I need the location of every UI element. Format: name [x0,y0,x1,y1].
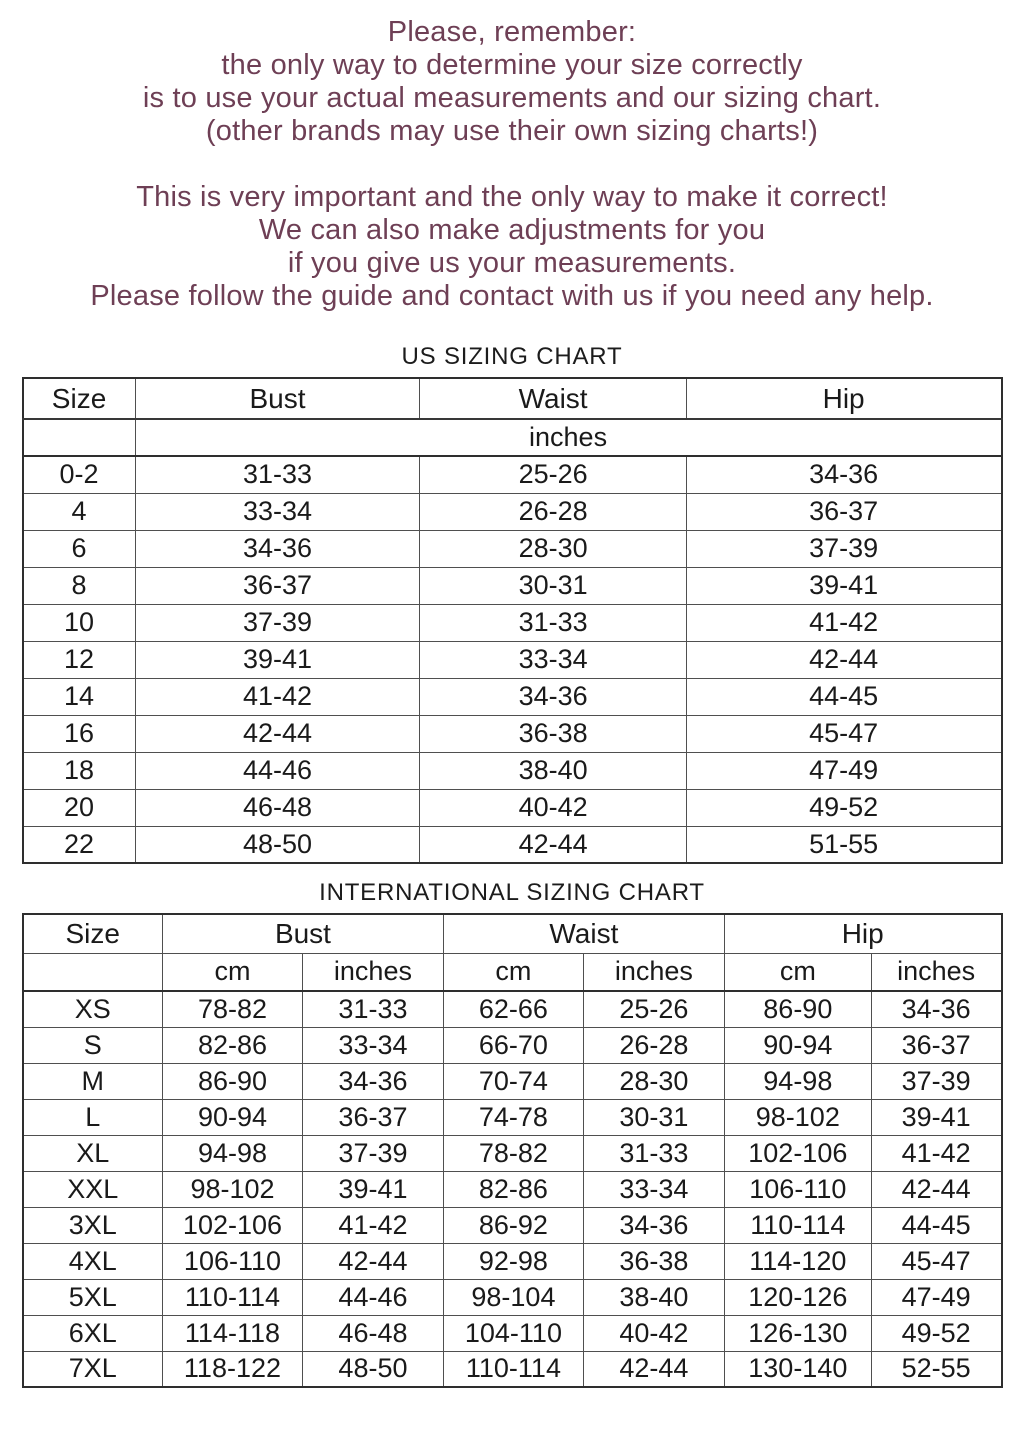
us-cell-size: 14 [23,678,136,715]
intro-line: This is very important and the only way to make it correct! [136,181,888,213]
us-cell-waist: 34-36 [420,678,686,715]
intl-cell-waist-inches: 28-30 [583,1063,724,1099]
intl-cell-waist-inches: 25-26 [583,991,724,1027]
us-cell-bust: 31-33 [135,456,420,493]
us-cell-bust: 42-44 [135,715,420,752]
us-cell-hip: 51-55 [686,826,1001,863]
intl-cell-hip-inches: 36-37 [871,1027,1001,1063]
intl-cell-waist-cm: 82-86 [443,1171,583,1207]
intl-sizing-table [22,913,1003,1388]
intro-line: Please follow the guide and contact with us if you need any help. [90,280,934,312]
us-cell-waist: 26-28 [420,493,686,530]
intl-table-row [23,1243,1002,1279]
intl-cell-bust-inches: 36-37 [302,1099,443,1135]
us-table-row [23,604,1002,641]
us-cell-waist: 40-42 [420,789,686,826]
intl-cell-size: XS [23,991,163,1027]
intl-cell-hip-cm: 94-98 [724,1063,871,1099]
intl-cell-waist-cm: 78-82 [443,1135,583,1171]
intl-cell-waist-cm: 70-74 [443,1063,583,1099]
intro-line: is to use your actual measurements and our sizing chart. [142,82,882,114]
us-cell-size: 0-2 [23,456,136,493]
us-table-row [23,530,1002,567]
us-cell-hip: 41-42 [686,604,1001,641]
intl-cell-bust-inches: 41-42 [302,1207,443,1243]
intl-cell-bust-inches: 39-41 [302,1171,443,1207]
intro-line: We can also make adjustments for you [258,214,766,246]
intl-table-row [23,1351,1002,1387]
intl-table-header-row [23,914,1002,953]
intl-cell-hip-inches: 39-41 [871,1099,1001,1135]
intl-cell-hip-cm: 110-114 [724,1207,871,1243]
intl-table-row [23,1063,1002,1099]
intl-cell-size: L [23,1099,163,1135]
us-table-row [23,826,1002,863]
us-cell-hip: 34-36 [686,456,1001,493]
intl-chart-title: INTERNATIONAL SIZING CHART [319,879,705,906]
us-cell-bust: 41-42 [135,678,420,715]
intl-cell-size: M [23,1063,163,1099]
intl-cell-bust-cm: 114-118 [162,1315,302,1351]
intl-cell-hip-cm: 86-90 [724,991,871,1027]
intl-cell-hip-inches: 47-49 [871,1279,1001,1315]
intl-cell-bust-cm: 82-86 [162,1027,302,1063]
us-cell-waist: 30-31 [420,567,686,604]
intl-cell-bust-inches: 44-46 [302,1279,443,1315]
intl-col-hip: Hip [724,914,1001,953]
us-cell-bust: 44-46 [135,752,420,789]
intl-cell-hip-cm: 102-106 [724,1135,871,1171]
us-cell-waist: 31-33 [420,604,686,641]
intl-cell-hip-inches: 41-42 [871,1135,1001,1171]
intl-cell-hip-cm: 130-140 [724,1351,871,1387]
intl-cell-waist-cm: 62-66 [443,991,583,1027]
us-cell-hip: 47-49 [686,752,1001,789]
us-cell-bust: 39-41 [135,641,420,678]
us-cell-bust: 48-50 [135,826,420,863]
intl-cell-waist-inches: 36-38 [583,1243,724,1279]
intl-cell-waist-cm: 98-104 [443,1279,583,1315]
intro-line: the only way to determine your size correctly [221,49,803,81]
intl-cell-hip-cm: 114-120 [724,1243,871,1279]
intl-table-row [23,991,1002,1027]
intl-cell-hip-inches: 34-36 [871,991,1001,1027]
us-cell-waist: 38-40 [420,752,686,789]
intl-cell-hip-cm: 90-94 [724,1027,871,1063]
us-table-row [23,678,1002,715]
intro-text [0,0,1024,313]
intl-cell-bust-cm: 118-122 [162,1351,302,1387]
intl-table-row [23,1135,1002,1171]
intl-cell-hip-inches: 45-47 [871,1243,1001,1279]
us-cell-bust: 37-39 [135,604,420,641]
intl-cell-size: S [23,1027,163,1063]
intl-table-row [23,1099,1002,1135]
intl-unit-waist-cm: cm [443,953,583,991]
us-cell-hip: 44-45 [686,678,1001,715]
intro-paragraph-1 [0,16,1024,148]
intl-cell-bust-inches: 33-34 [302,1027,443,1063]
us-unit-empty-cell [23,419,136,456]
us-col-size: Size [23,378,136,419]
intl-cell-size: 3XL [23,1207,163,1243]
intl-cell-waist-inches: 40-42 [583,1315,724,1351]
us-table-row [23,715,1002,752]
us-cell-waist: 42-44 [420,826,686,863]
intl-cell-size: XXL [23,1171,163,1207]
us-cell-waist: 33-34 [420,641,686,678]
intl-cell-bust-inches: 46-48 [302,1315,443,1351]
us-table-row [23,789,1002,826]
intl-cell-bust-inches: 42-44 [302,1243,443,1279]
intl-cell-waist-inches: 26-28 [583,1027,724,1063]
intl-unit-empty-cell [23,953,163,991]
intl-cell-bust-inches: 37-39 [302,1135,443,1171]
intl-cell-waist-inches: 30-31 [583,1099,724,1135]
intl-table-unit-row [23,953,1002,991]
us-cell-hip: 36-37 [686,493,1001,530]
intro-line: if you give us your measurements. [287,247,737,279]
us-chart-title: US SIZING CHART [401,343,623,370]
us-cell-size: 16 [23,715,136,752]
intl-cell-waist-inches: 38-40 [583,1279,724,1315]
intl-cell-waist-cm: 104-110 [443,1315,583,1351]
us-table-row [23,456,1002,493]
intl-cell-size: 6XL [23,1315,163,1351]
us-cell-size: 8 [23,567,136,604]
intl-cell-bust-cm: 86-90 [162,1063,302,1099]
us-cell-waist: 28-30 [420,530,686,567]
intl-table-row [23,1171,1002,1207]
us-cell-hip: 39-41 [686,567,1001,604]
intl-cell-waist-inches: 33-34 [583,1171,724,1207]
us-table-row [23,752,1002,789]
intl-unit-hip-inches: inches [871,953,1001,991]
us-col-hip: Hip [686,378,1001,419]
us-sizing-table [22,377,1003,864]
intl-cell-hip-inches: 52-55 [871,1351,1001,1387]
us-table-row [23,641,1002,678]
intl-cell-waist-cm: 86-92 [443,1207,583,1243]
us-cell-hip: 37-39 [686,530,1001,567]
us-cell-size: 20 [23,789,136,826]
intl-col-bust: Bust [162,914,443,953]
us-table-header-row [23,378,1002,419]
intl-cell-bust-cm: 78-82 [162,991,302,1027]
us-col-waist: Waist [420,378,686,419]
intl-cell-bust-cm: 90-94 [162,1099,302,1135]
intl-unit-waist-inches: inches [583,953,724,991]
us-cell-bust: 34-36 [135,530,420,567]
intl-unit-bust-cm: cm [162,953,302,991]
intl-table-row [23,1027,1002,1063]
intro-line: Please, remember: [387,16,637,48]
us-table-unit-row [23,419,1002,456]
intro-paragraph-2 [0,181,1024,313]
us-cell-hip: 42-44 [686,641,1001,678]
intl-cell-size: 5XL [23,1279,163,1315]
intl-cell-waist-cm: 66-70 [443,1027,583,1063]
intl-table-row [23,1279,1002,1315]
intl-cell-bust-cm: 94-98 [162,1135,302,1171]
intl-cell-hip-cm: 106-110 [724,1171,871,1207]
us-cell-waist: 36-38 [420,715,686,752]
intl-col-waist: Waist [443,914,724,953]
us-col-bust: Bust [135,378,420,419]
intl-cell-bust-cm: 102-106 [162,1207,302,1243]
us-table-row [23,567,1002,604]
intl-cell-bust-inches: 48-50 [302,1351,443,1387]
us-unit-label: inches [135,419,1001,456]
us-cell-size: 18 [23,752,136,789]
us-cell-hip: 45-47 [686,715,1001,752]
us-cell-hip: 49-52 [686,789,1001,826]
us-table-row [23,493,1002,530]
intl-cell-hip-inches: 44-45 [871,1207,1001,1243]
intl-cell-size: XL [23,1135,163,1171]
intl-cell-hip-cm: 126-130 [724,1315,871,1351]
intro-line: (other brands may use their own sizing charts!) [205,115,819,147]
intl-cell-hip-cm: 120-126 [724,1279,871,1315]
intl-unit-bust-inches: inches [302,953,443,991]
intl-cell-waist-inches: 42-44 [583,1351,724,1387]
intl-cell-hip-inches: 37-39 [871,1063,1001,1099]
us-cell-bust: 46-48 [135,789,420,826]
us-cell-size: 4 [23,493,136,530]
intl-cell-waist-inches: 34-36 [583,1207,724,1243]
us-cell-waist: 25-26 [420,456,686,493]
intl-cell-waist-cm: 92-98 [443,1243,583,1279]
us-cell-size: 12 [23,641,136,678]
intl-cell-hip-inches: 42-44 [871,1171,1001,1207]
intl-cell-waist-cm: 110-114 [443,1351,583,1387]
us-cell-size: 22 [23,826,136,863]
intl-cell-bust-inches: 31-33 [302,991,443,1027]
intl-col-size: Size [23,914,163,953]
intl-cell-waist-cm: 74-78 [443,1099,583,1135]
intl-cell-hip-cm: 98-102 [724,1099,871,1135]
intl-cell-bust-cm: 98-102 [162,1171,302,1207]
us-cell-bust: 36-37 [135,567,420,604]
intl-cell-waist-inches: 31-33 [583,1135,724,1171]
intl-cell-size: 4XL [23,1243,163,1279]
intl-cell-size: 7XL [23,1351,163,1387]
intl-table-row [23,1315,1002,1351]
us-cell-size: 6 [23,530,136,567]
intl-table-row [23,1207,1002,1243]
intl-cell-hip-inches: 49-52 [871,1315,1001,1351]
intl-cell-bust-inches: 34-36 [302,1063,443,1099]
intl-cell-bust-cm: 110-114 [162,1279,302,1315]
intl-cell-bust-cm: 106-110 [162,1243,302,1279]
us-cell-bust: 33-34 [135,493,420,530]
us-cell-size: 10 [23,604,136,641]
intl-unit-hip-cm: cm [724,953,871,991]
